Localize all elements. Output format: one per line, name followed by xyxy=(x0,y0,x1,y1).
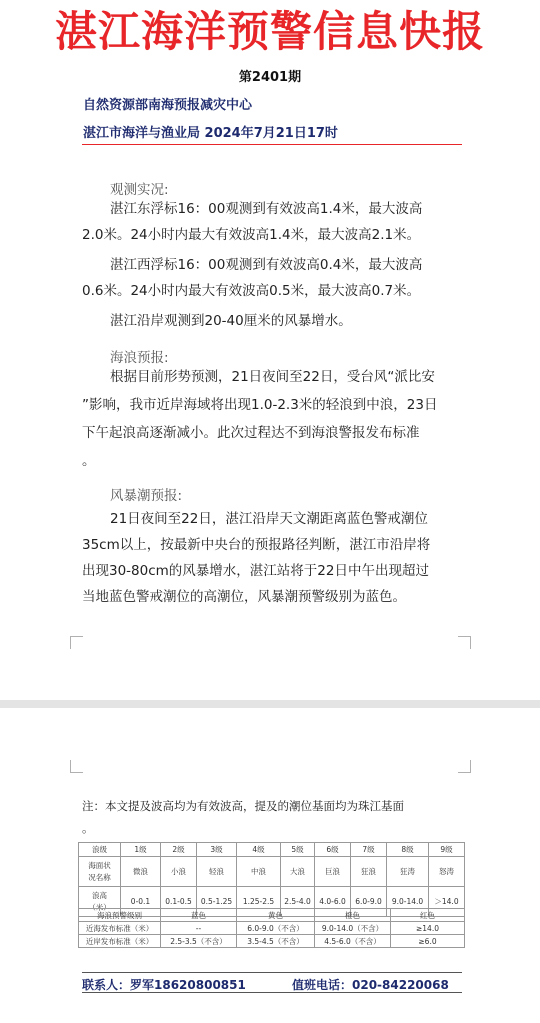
table-cell: 小浪 xyxy=(161,857,197,887)
table-cell: 1级 xyxy=(121,843,161,857)
report-title: 湛江海洋预警信息快报 xyxy=(54,7,485,56)
table-row xyxy=(79,843,465,857)
table-cell: 狂浪 xyxy=(351,857,387,887)
table-cell: 大浪 xyxy=(281,857,315,887)
duty-phone: 值班电话：020-84220068 xyxy=(292,978,449,992)
table-cell: ≥14.0 xyxy=(391,922,465,935)
page-corner-mark xyxy=(458,760,471,773)
table-cell: 6.0-9.0 xyxy=(351,887,387,917)
footer-rule-bottom xyxy=(82,992,462,993)
contact-person: 联系人：罗军18620800851 xyxy=(82,978,246,992)
page-corner-mark xyxy=(70,760,83,773)
table-row xyxy=(79,922,465,935)
table-cell: 浪级 xyxy=(79,843,121,857)
table-cell: 轻浪 xyxy=(197,857,237,887)
wave-forecast-line2: ”影响，我市近岸海域将出现1.0-2.3米的轻浪到中浪，23日 xyxy=(82,397,438,413)
document-page-2 xyxy=(0,708,540,1023)
observation-heading: 观测实况: xyxy=(110,182,169,198)
table-cell: 9.0-14.0（不含） xyxy=(315,922,391,935)
table-cell: 近海发布标准（米） xyxy=(79,922,161,935)
header-divider xyxy=(82,144,462,145)
table-cell: 微浪 xyxy=(121,857,161,887)
table-cell: 5级 xyxy=(281,843,315,857)
table-cell: ≥6.0 xyxy=(391,935,465,948)
page-separator xyxy=(0,700,540,708)
table-cell: 6.0-9.0（不含） xyxy=(237,922,315,935)
surge-forecast-line4: 当地蓝色警戒潮位的高潮位，风暴潮预警级别为蓝色。 xyxy=(82,589,406,605)
table-cell: 怒涛 xyxy=(429,857,465,887)
observation-east-line2: 2.0米。24小时内最大有效波高1.4米，最大波高2.1米。 xyxy=(82,227,421,243)
table-cell: ＞14.0 xyxy=(429,887,465,917)
surge-forecast-line2: 35cm以上，按最新中央台的预报路径判断，湛江市沿岸将 xyxy=(82,537,431,553)
table-cell: 7级 xyxy=(351,843,387,857)
table-cell: 4.0-6.0 xyxy=(315,887,351,917)
footer-rule-top xyxy=(82,972,462,973)
table-row xyxy=(79,935,465,948)
wave-forecast-line1: 根据目前形势预测，21日夜间至22日，受台风“派比安 xyxy=(110,369,435,385)
table-cell: 2.5-4.0 xyxy=(281,887,315,917)
observation-surge: 湛江沿岸观测到20-40厘米的风暴增水。 xyxy=(110,313,352,329)
table-cell: 0-0.1 xyxy=(121,887,161,917)
table-cell: 8级 xyxy=(387,843,429,857)
table-cell: 0.5-1.25 xyxy=(197,887,237,917)
observation-east-line1: 湛江东浮标16：00观测到有效波高1.4米，最大波高 xyxy=(110,201,423,217)
table-cell: 近岸发布标准（米） xyxy=(79,935,161,948)
table-header-row xyxy=(79,909,465,922)
table-cell: 浪高（米） xyxy=(79,887,121,917)
table-cell: 3.5-4.5（不含） xyxy=(237,935,315,948)
sub-issuer-date: 湛江市海洋与渔业局 2024年7月21日17时 xyxy=(83,126,338,141)
table-cell: 3级 xyxy=(197,843,237,857)
wave-forecast-heading: 海浪预报: xyxy=(110,350,169,366)
surge-forecast-line1: 21日夜间至22日，湛江沿岸天文潮距离蓝色警戒潮位 xyxy=(110,511,428,527)
table-cell: 0.1-0.5 xyxy=(161,887,197,917)
table-row xyxy=(79,857,465,887)
page-corner-mark xyxy=(70,636,83,649)
table-header-cell: 黄色 xyxy=(237,909,315,922)
surge-forecast-line3: 出现30-80cm的风暴增水，湛江站将于22日中午出现超过 xyxy=(82,563,429,579)
table-cell: 2.5-3.5（不含） xyxy=(161,935,237,948)
page-corner-mark xyxy=(458,636,471,649)
table-cell: -- xyxy=(161,922,237,935)
table-cell: 巨浪 xyxy=(315,857,351,887)
note-line2: 。 xyxy=(82,821,94,835)
table-cell: 9.0-14.0 xyxy=(387,887,429,917)
observation-west-line1: 湛江西浮标16：00观测到有效波高0.4米，最大波高 xyxy=(110,257,423,273)
table-cell: 9级 xyxy=(429,843,465,857)
table-cell: 6级 xyxy=(315,843,351,857)
table-cell: 4级 xyxy=(237,843,281,857)
table-header-cell: 红色 xyxy=(391,909,465,922)
table-cell: 4.5-6.0（不含） xyxy=(315,935,391,948)
table-cell: 中浪 xyxy=(237,857,281,887)
table-cell: 海面状况名称 xyxy=(79,857,121,887)
table-header-cell: 橙色 xyxy=(315,909,391,922)
issue-number: 第2401期 xyxy=(238,70,302,85)
observation-west-line2: 0.6米。24小时内最大有效波高0.5米，最大波高0.7米。 xyxy=(82,283,421,299)
surge-forecast-heading: 风暴潮预报: xyxy=(110,488,183,504)
table-cell: 2级 xyxy=(161,843,197,857)
table-cell: 1.25-2.5 xyxy=(237,887,281,917)
wave-forecast-line3: 下午起浪高逐渐减小。此次过程达不到海浪警报发布标准 xyxy=(82,425,420,441)
wave-warning-table xyxy=(78,908,465,948)
table-cell: 狂涛 xyxy=(387,857,429,887)
table-header-cell: 蓝色 xyxy=(161,909,237,922)
note-line1: 注：本文提及波高均为有效波高，提及的潮位基面均为珠江基面 xyxy=(82,799,404,813)
table-header-cell: 海浪预警级别 xyxy=(79,909,161,922)
issuer: 自然资源部南海预报减灾中心 xyxy=(83,98,253,113)
wave-forecast-line4: 。 xyxy=(82,453,96,469)
wave-level-table xyxy=(78,842,465,917)
